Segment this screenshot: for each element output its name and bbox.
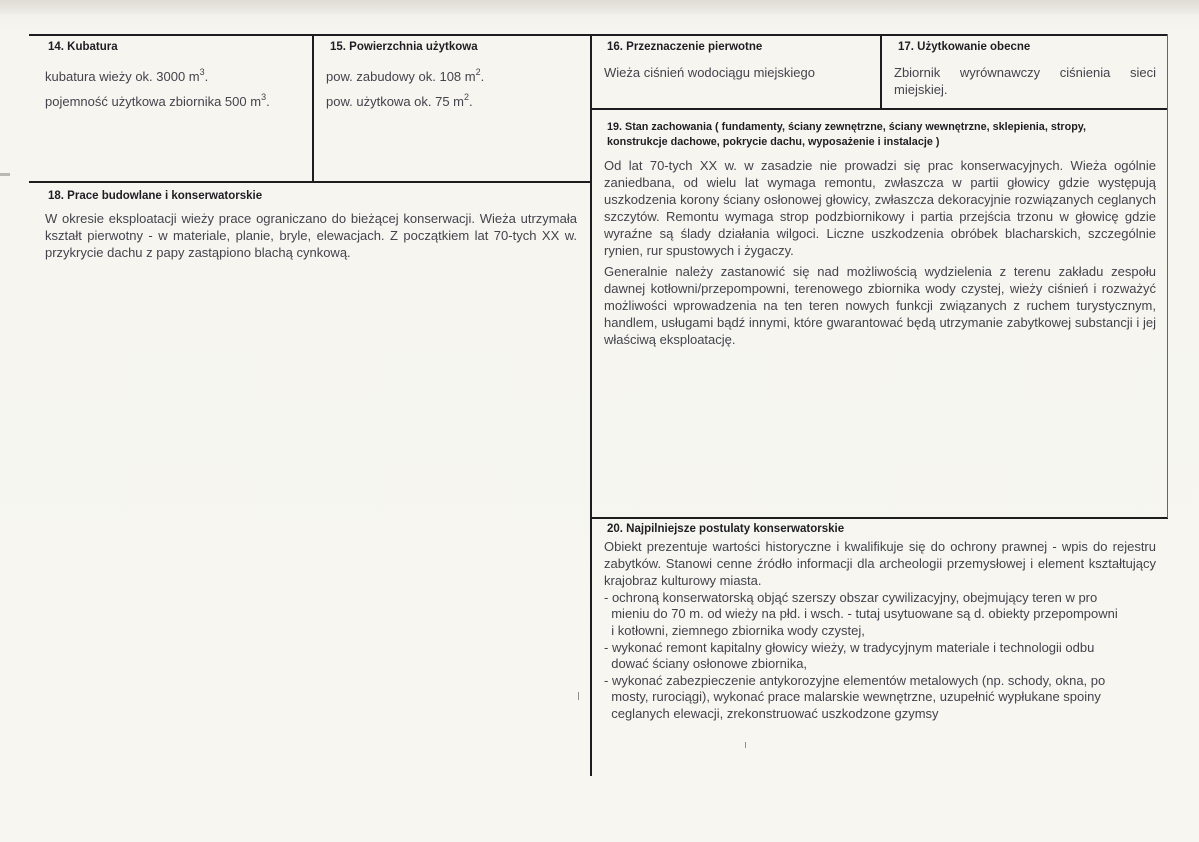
pow-zabudowy-text: pow. zabudowy ok. 108 m — [326, 69, 476, 84]
line-end: . — [204, 69, 209, 84]
section-14-line1 — [45, 64, 208, 85]
section-14-heading: 14. Kubatura — [48, 41, 118, 53]
divider-14-15 — [312, 34, 314, 182]
section-15-line2 — [326, 89, 473, 110]
section-19-paragraph-1: Od lat 70-tych XX w. w zasadzie nie prowadzi się prac konserwacyjnych. Wieża ogólnie zaniedbana, od wielu lat wymaga remontu, zwłaszcza w partii głowicy gdzie występują uszkodzenia korony ściany osłonowej głowicy, zwłaszcza dekoracyjnie rozwiązanych ceglanych szczytów. Remontu wymaga strop podzbiornikowy i partia przejścia trzonu w głowicę gdzie wyraźne są ślady działania wilgoci. Liczne uszkodzenia obróbek blacharskich, szczególnie rynien, rur spustowych i żygaczy. — [604, 158, 1156, 258]
section-15-heading: 15. Powierzchnia użytkowa — [330, 41, 478, 53]
divider-16-17 — [880, 34, 882, 109]
section-19-heading-cont: konstrukcje dachowe, pokrycie dachu, wyposażenie i instalacje ) — [607, 136, 940, 148]
section-14-line2 — [45, 89, 270, 110]
unit-exponent: 2 — [464, 92, 470, 102]
postulat-line: dować ściany osłonowe zbiornika, — [604, 656, 808, 671]
line-end: . — [480, 69, 485, 84]
scan-speck — [745, 742, 746, 748]
pow-uzytkowa-text: pow. użytkowa ok. 75 m — [326, 94, 465, 109]
section-20-intro: Obiekt prezentuje wartości historyczne i kwalifikuje się do ochrony prawnej - wpis do rejestru zabytków. Stanowi cenne źródło informacji dla archeologii przemysłowej i element kształtujący krajobraz kulturowy miasta. — [604, 539, 1156, 588]
punch-mark — [0, 173, 10, 176]
line-end: . — [469, 94, 473, 109]
scan-speck — [578, 692, 579, 700]
section-16-text: Wieża ciśnień wodociągu miejskiego — [604, 65, 815, 80]
section-15-line1 — [326, 64, 484, 85]
divider-14-18 — [29, 181, 592, 183]
section-20-heading: 20. Najpilniejsze postulaty konserwatorskie — [607, 523, 845, 535]
line-end: . — [266, 94, 270, 109]
right-border — [1167, 34, 1168, 518]
postulat-line: mieniu do 70 m. od wieży na płd. i wsch. - tutaj usytuowane są d. obiekty przepompowni — [604, 606, 1118, 621]
unit-exponent: 3 — [261, 92, 267, 102]
section-19-heading: 19. Stan zachowania ( fundamenty, ściany zewnętrzne, ściany wewnętrzne, sklepienia, stropy, — [607, 121, 1087, 133]
unit-exponent: 3 — [199, 67, 205, 77]
unit-exponent: 2 — [475, 67, 481, 77]
postulat-line: - wykonać zabezpieczenie antykorozyjne elementów metalowych (np. schody, okna, po — [604, 673, 1106, 688]
center-divider — [590, 34, 592, 776]
postulat-line: mosty, rurociągi), wykonać prace malarskie wewnętrzne, uzupełnić wypłukane spoiny — [604, 689, 1101, 704]
postulat-line: ceglanych elewacji, zrekonstruować uszkodzone gzymsy — [604, 706, 939, 721]
divider-19-20 — [591, 517, 1168, 519]
section-18-heading: 18. Prace budowlane i konserwatorskie — [48, 190, 263, 202]
postulat-line: - wykonać remont kapitalny głowicy wieży, w tradycyjnym materiale i technologii odbu — [604, 640, 1095, 655]
pojemnosc-text: pojemność użytkowa zbiornika 500 m — [45, 94, 262, 109]
section-17-heading: 17. Użytkowanie obecne — [898, 41, 1031, 53]
section-17-text: Zbiornik wyrównawczy ciśnienia sieci miejskiej. — [894, 65, 1156, 97]
section-19-paragraph-2: Generalnie należy zastanowić się nad możliwością wydzielenia z terenu zakładu zespołu dawnej kotłowni/przepompowni, terenowego zbiornika wody czystej, wieży ciśnień i rozważyć możliwości wprowadzenia na ten teren nowych funkcji związanych z ruchem turystycznym, handlem, usługami bądź innymi, które gwarantować będą utrzymanie zabytkowej substancji i jej właściwą eksploatację. — [604, 264, 1156, 347]
postulat-line: - ochroną konserwatorską objąć szerszy obszar cywilizacyjny, obejmujący teren w pro — [604, 590, 1098, 605]
top-border — [29, 34, 1168, 36]
kubatura-text: kubatura wieży ok. 3000 m — [45, 69, 200, 84]
postulat-line: i kotłowni, ziemnego zbiornika wody czystej, — [604, 623, 865, 638]
section-16-heading: 16. Przeznaczenie pierwotne — [607, 41, 763, 53]
scan-top-edge — [0, 0, 1199, 14]
section-18-text: W okresie eksploatacji wieży prace ograniczano do bieżącej konserwacji. Wieża utrzymała kształt pierwotny - w materiale, planie, bryle, elewacjach. Z początkiem lat 70-tych XX w. przykrycie dachu z papy zastąpiono blachą cynkową. — [45, 211, 577, 260]
